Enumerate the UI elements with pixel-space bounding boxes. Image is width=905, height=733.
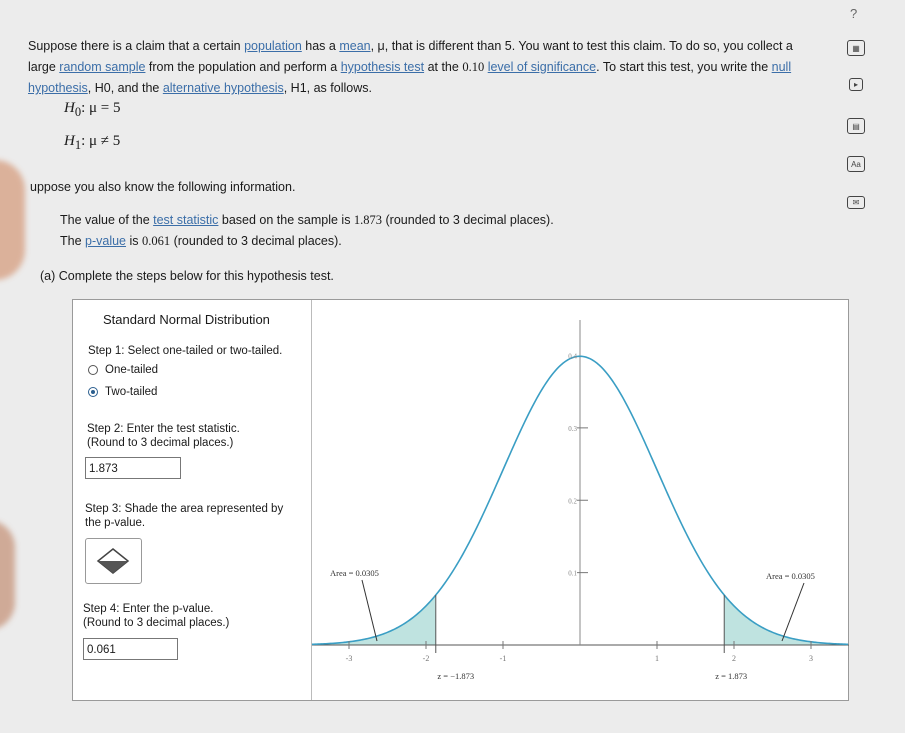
link-null-hypothesis[interactable]: null hypothesis — [28, 60, 792, 95]
video-icon[interactable]: ▸ — [849, 78, 863, 91]
x-tick-label: 3 — [809, 654, 813, 663]
y-tick-label: 0.4 — [568, 352, 577, 361]
step4-label: Step 4: Enter the p-value. (Round to 3 decimal places.) — [83, 603, 230, 629]
x-tick-label: 2 — [732, 654, 736, 663]
link-p-value[interactable]: p-value — [85, 234, 127, 248]
right-z-label: z = 1.873 — [715, 671, 748, 681]
left-area-label: Area = 0.0305 — [330, 568, 379, 578]
left-area-leader — [362, 580, 377, 641]
link-test-statistic[interactable]: test statistic — [153, 213, 219, 227]
glossary-icon[interactable]: Aa — [847, 156, 865, 172]
test-statistic-input[interactable]: 1.873 — [85, 457, 181, 479]
x-tick-label: -1 — [499, 654, 507, 663]
tools-icon[interactable]: ▤ — [847, 118, 865, 134]
link-population[interactable]: population — [244, 39, 302, 53]
radio-two-tailed[interactable]: Two-tailed — [88, 386, 157, 398]
alternative-hypothesis: $H_1$: μ ≠ 5 — [64, 133, 121, 152]
p-value-input[interactable]: 0.061 — [83, 638, 178, 660]
step3-label: Step 3: Shade the area represented by the p-value. — [85, 503, 284, 529]
finger-shadow-top — [0, 160, 25, 280]
alpha-value: 0.10 — [462, 60, 485, 74]
part-a-heading: (a) Complete the steps below for this hypothesis test. — [40, 269, 334, 283]
null-hypothesis: $H_0$: μ = 5 — [64, 100, 121, 119]
control-column — [73, 300, 311, 700]
mail-icon[interactable]: ✉ — [847, 196, 865, 209]
info-values — [60, 210, 554, 252]
p-value-line: The p-value is 0.061 (rounded to 3 decimal places). — [60, 234, 342, 248]
x-tick-label: -3 — [345, 654, 353, 663]
y-tick-label: 0.1 — [568, 569, 577, 578]
step2-label: Step 2: Enter the test statistic. (Round to 3 decimal places.) — [87, 423, 240, 449]
link-mean[interactable]: mean — [339, 39, 371, 53]
test-statistic-line: The value of the test statistic based on the sample is 1.873 (rounded to 3 decimal places). — [60, 213, 554, 227]
normal-curve-graph[interactable] — [311, 300, 849, 700]
link-level-of-significance[interactable]: level of significance — [487, 60, 597, 74]
link-alternative-hypothesis[interactable]: alternative hypothesis — [162, 81, 284, 95]
help-icon[interactable]: ? — [850, 6, 858, 21]
calculator-icon[interactable]: ▦ — [847, 40, 865, 56]
right-sidebar — [838, 0, 878, 733]
right-area-label: Area = 0.0305 — [766, 571, 815, 581]
radio-one-tailed-circle[interactable] — [88, 365, 98, 375]
left-z-label: z = −1.873 — [437, 671, 475, 681]
shade-tool-icon — [86, 539, 141, 583]
step1-label: Step 1: Select one-tailed or two-tailed. — [88, 345, 283, 357]
shade-area-button[interactable] — [85, 538, 142, 584]
normal-curve-svg[interactable] — [312, 300, 849, 700]
finger-shadow-bottom — [0, 520, 15, 630]
y-tick-label: 0.2 — [568, 497, 577, 506]
right-area-leader — [782, 583, 804, 641]
tool-title: Standard Normal Distribution — [103, 312, 270, 327]
radio-one-tailed[interactable]: One-tailed — [88, 364, 158, 376]
link-random-sample[interactable]: random sample — [59, 60, 146, 74]
y-tick-label: 0.3 — [568, 424, 577, 433]
x-tick-label: -2 — [422, 654, 430, 663]
normal-distribution-tool — [72, 299, 849, 701]
radio-two-tailed-circle[interactable] — [88, 387, 98, 397]
link-hypothesis-test[interactable]: hypothesis test — [340, 60, 425, 74]
info-intro: uppose you also know the following information. — [30, 180, 296, 194]
x-tick-label: 1 — [655, 654, 659, 663]
problem-statement: Suppose there is a claim that a certain population has a mean, μ, that is different than 5. You want to test this claim. To do so, you collect a large random sample from the population and perform a hypothesis test at the 0.10 level of significance. To start this test, you write the null hypothesis, H0, and the alternative hypothesis, H1, as follows. — [28, 39, 793, 95]
